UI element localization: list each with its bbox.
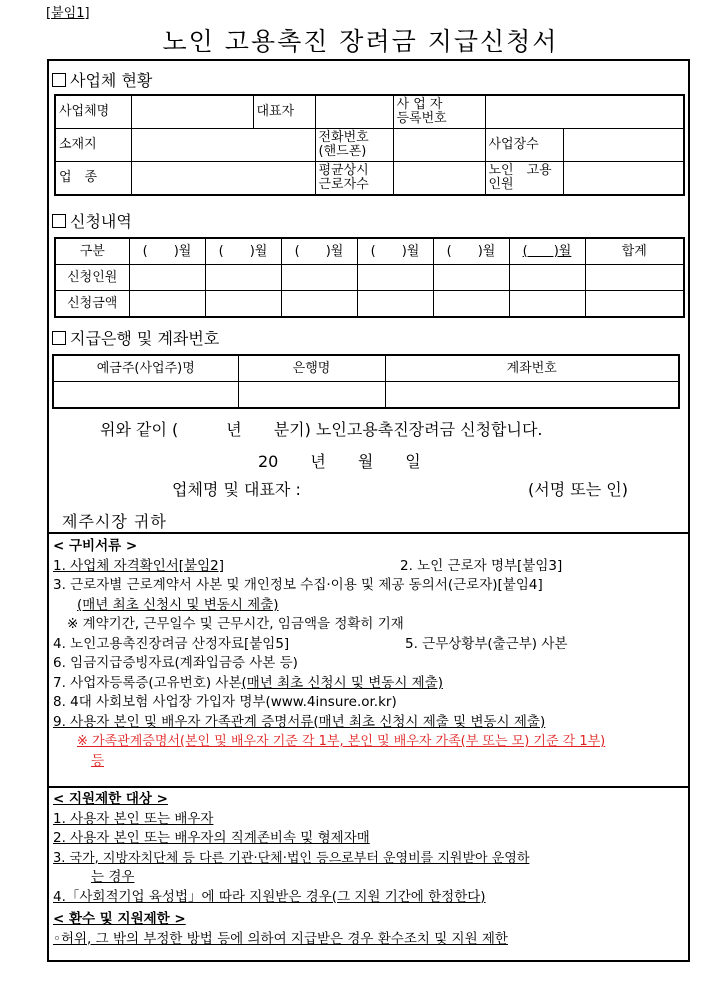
label-avg-workers: 평균상시 근로자수 bbox=[315, 162, 393, 196]
cell[interactable] bbox=[129, 291, 205, 318]
header-month: ( )월 bbox=[281, 238, 357, 265]
cell[interactable] bbox=[433, 291, 509, 318]
doc-item: 7. 사업자등록증(고유번호) 사본(매년 최초 신청시 및 변동시 제출) bbox=[53, 674, 444, 691]
num-sites-field[interactable] bbox=[563, 129, 684, 162]
refund-text: ◦허위, 그 밖의 부정한 방법 등에 의하여 지급받은 경우 환수조치 및 지원 제한 bbox=[53, 930, 508, 947]
checkbox-icon[interactable] bbox=[52, 214, 66, 228]
cell[interactable] bbox=[281, 291, 357, 318]
limit-item: 3. 국가, 지방자치단체 등 다른 기관·단체·법인 등으로부터 운영비를 지원받아 운영하 bbox=[53, 850, 530, 866]
label-address: 소재지 bbox=[55, 129, 131, 162]
header-month: ( )월 bbox=[357, 238, 433, 265]
checkbox-icon[interactable] bbox=[52, 331, 66, 345]
cell[interactable] bbox=[433, 265, 509, 291]
header-month: ( )월 bbox=[509, 238, 585, 265]
label-num-sites: 사업장수 bbox=[485, 129, 563, 162]
doc-item: 4. 노인고용촉진장려금 산정자료[붙임5] bbox=[53, 635, 290, 652]
cell[interactable] bbox=[205, 265, 281, 291]
doc-item-note: ※ 계약기간, 근무일수 및 근무시간, 임금액을 정확히 기재 bbox=[67, 616, 404, 632]
required-docs bbox=[53, 537, 693, 771]
header-total: 합계 bbox=[585, 238, 684, 265]
avg-workers-field[interactable] bbox=[393, 162, 485, 196]
industry-field[interactable] bbox=[131, 162, 315, 196]
doc-item: 9. 사용자 본인 및 배우자 가족관계 증명서류(매년 최초 신청시 제출 및 변동시 제출) bbox=[53, 713, 546, 730]
label-representative: 대표자 bbox=[253, 95, 315, 129]
cell[interactable] bbox=[585, 291, 684, 318]
address-field[interactable] bbox=[131, 129, 315, 162]
doc-item: 3. 근로자별 근로계약서 사본 및 개인정보 수집·이용 및 제공 동의서(근로자)[붙임4] bbox=[53, 577, 543, 593]
doc-item-note: (매년 최초 신청시 및 변동시 제출) bbox=[77, 596, 279, 613]
doc-item: 2. 노인 근로자 명부[붙임3] bbox=[400, 557, 563, 574]
doc-item: 8. 4대 사회보험 사업장 가입자 명부(www.4insure.or.kr) bbox=[53, 694, 397, 710]
limit-item: 2. 사용자 본인 또는 배우자의 직계존비속 및 형제자매 bbox=[53, 830, 370, 846]
header-bank-name: 은행명 bbox=[238, 355, 385, 382]
account-number-field[interactable] bbox=[385, 382, 679, 409]
docs-heading: < 구비서류 > bbox=[53, 538, 138, 554]
cell[interactable] bbox=[205, 291, 281, 318]
section-heading: 신청내역 bbox=[70, 212, 132, 231]
senior-workers-field[interactable] bbox=[563, 162, 684, 196]
section-business-status bbox=[52, 68, 152, 91]
header-month: ( )월 bbox=[205, 238, 281, 265]
cell[interactable] bbox=[509, 265, 585, 291]
cell[interactable] bbox=[509, 291, 585, 318]
application-table bbox=[54, 237, 685, 318]
limit-item: 는 경우 bbox=[91, 869, 135, 885]
header-category: 구분 bbox=[55, 238, 129, 265]
header-month: ( )월 bbox=[433, 238, 509, 265]
addressee: 제주시장 귀하 bbox=[62, 512, 167, 531]
section-heading: 사업체 현황 bbox=[70, 71, 153, 90]
header-month: ( )월 bbox=[129, 238, 205, 265]
doc-item-note: ※ 가족관계증명서(본인 및 배우자 기준 각 1부, 본인 및 배우자 가족(부 또는 모) 기준 각 1부) bbox=[77, 734, 606, 749]
support-limits bbox=[53, 790, 693, 949]
limit-item: 1. 사용자 본인 또는 배우자 bbox=[53, 810, 214, 827]
signature-label: (서명 또는 인) bbox=[528, 480, 628, 499]
declaration-text: 위와 같이 ( 년 분기) 노인고용촉진장려금 신청합니다. bbox=[100, 420, 543, 439]
label-industry: 업 종 bbox=[55, 162, 131, 196]
label-senior-workers: 노인 고용 인원 bbox=[485, 162, 563, 196]
cell[interactable] bbox=[585, 265, 684, 291]
doc-item: 5. 근무상황부(출근부) 사본 bbox=[405, 635, 568, 652]
reg-no-field[interactable] bbox=[485, 95, 684, 129]
bank-name-field[interactable] bbox=[238, 382, 385, 409]
business-table bbox=[54, 94, 685, 196]
phone-field[interactable] bbox=[393, 129, 485, 162]
bank-table bbox=[52, 354, 680, 409]
business-name-field[interactable] bbox=[131, 95, 253, 129]
doc-item: 6. 임금지급증빙자료(계좌입금증 사본 등) bbox=[53, 655, 298, 671]
refund-heading: < 환수 및 지원제한 > bbox=[53, 911, 186, 927]
cell[interactable] bbox=[281, 265, 357, 291]
divider bbox=[47, 532, 690, 534]
cell[interactable] bbox=[357, 291, 433, 318]
header-account-holder: 예금주(사업주)명 bbox=[53, 355, 238, 382]
declaration-date: 20 년 월 일 bbox=[258, 452, 421, 471]
account-holder-field[interactable] bbox=[53, 382, 238, 409]
attachment-label: [붙임1] bbox=[46, 6, 90, 21]
label-reg-no: 사 업 자 등록번호 bbox=[393, 95, 485, 129]
divider bbox=[47, 786, 690, 788]
representative-field[interactable] bbox=[315, 95, 393, 129]
checkbox-icon[interactable] bbox=[52, 73, 66, 87]
cell[interactable] bbox=[357, 265, 433, 291]
label-phone: 전화번호 (핸드폰) bbox=[315, 129, 393, 162]
row-label-applicants: 신청인원 bbox=[55, 265, 129, 291]
signer-label: 업체명 및 대표자 : bbox=[172, 480, 301, 499]
label-business-name: 사업체명 bbox=[55, 95, 131, 129]
doc-item-note: 등 bbox=[91, 752, 105, 769]
header-account-number: 계좌번호 bbox=[385, 355, 679, 382]
cell[interactable] bbox=[129, 265, 205, 291]
row-label-amount: 신청금액 bbox=[55, 291, 129, 318]
section-bank bbox=[52, 326, 219, 349]
doc-item: 1. 사업체 자격확인서[붙임2] bbox=[53, 557, 224, 574]
limit-item: 4.「사회적기업 육성법」에 따라 지원받은 경우(그 지원 기간에 한정한다) bbox=[53, 888, 486, 905]
section-heading: 지급은행 및 계좌번호 bbox=[70, 329, 220, 348]
section-application bbox=[52, 209, 132, 232]
page-title: 노인 고용촉진 장려금 지급신청서 bbox=[162, 27, 559, 56]
limits-heading: < 지원제한 대상 > bbox=[53, 791, 168, 807]
